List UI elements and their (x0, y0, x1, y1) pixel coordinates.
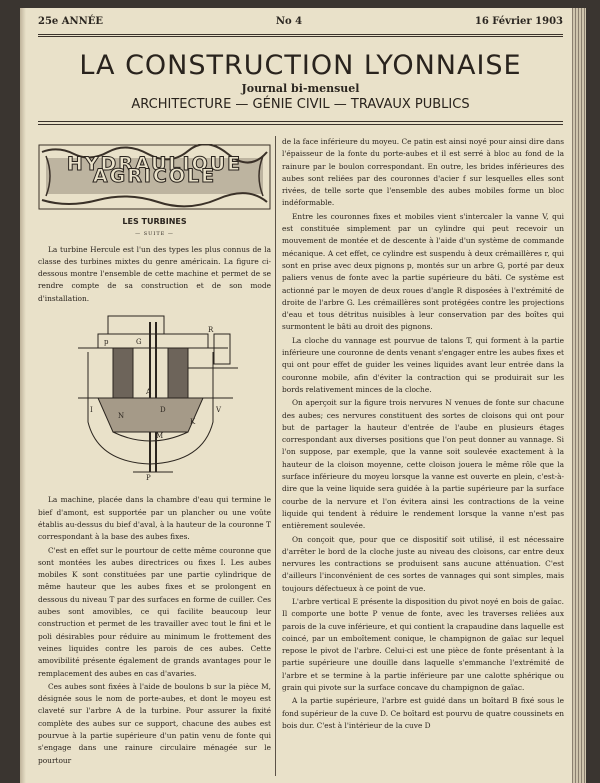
left-paragraph-3: C'est en effet sur le pourtour de cette même couronne que sont montées les aubes directrices ou fixes I. Les aubes mobiles K sont constituées par une partie cylindrique de même hauteur que les aubes fixes et se prolongent en dessous du niveau T par des surfaces en forme de cuiller. Ces aubes sont amovibles, ce qui facilite beaucoup leur construction et permet de les travailler avec tout le fini et le poli désirables pour réduire au minimum le frottement des veines liquides contre les parois de ces aubes. Cette amovibilité présente également de grands avantages pour le remplacement des aubes en cas d'avaries. (38, 545, 271, 678)
issue-number: No 4 (275, 16, 303, 27)
header-rule-top (38, 34, 563, 35)
right-paragraph-6: L'arbre vertical E présente la disposition du pivot noyé en bois de gaïac. Il comporte une botte P venue de fonte, avec les traverses reliées aux parois de la cuve inférieure, et qui contient la crapaudine dans laquelle est coincé, par un emboîtement conique, le champignon de gaïac sur lequel repose le pivot de l'arbre. Celui-ci est une pièce de fonte présentant à la partie supérieure une douille dans laquelle s'emmanche l'extrémité de l'arbre et se termine à la partie inférieure par une calotte sphérique ou grain qui pivote sur la surface concave du champignon de gaïac. (282, 596, 564, 693)
right-paragraph-3: La cloche du vannage est pourvue de talons T, qui forment à la partie inférieure une couronne de dents venant s'engager entre les aubes fixes et qui ont pour effet de guider les veines liquides avant leur entrée dans la couronne mobile, afin d'éviter la contraction qui se produirait sur les bords relativement minces de la cloche. (282, 335, 564, 394)
right-paragraph-2: Entre les couronnes fixes et mobiles vient s'intercaler la vanne V, qui est constituée simplement par un cylindre qui peut recevoir un mouvement de montée et de descente à l'aide d'un système de commande mécanique. A cet effet, ce cylindre est suspendu à deux crémaillères r, qui sont en prise avec deux pignons p, montés sur un arbre G, porté par deux paliers venus de fonte avec la partie supérieure du bâti. Ce système est actionné par le moyen de deux roues d'angle R disposées à l'extrémité de droite de l'arbre G. Les crémaillères sont protégées contre les projections d'eau et tous détritus nuisibles à leur conservation par des boîtes qui surmontent le bâti au droit des pignons. (282, 211, 564, 332)
turbine-figure (38, 312, 271, 482)
header-rule-top-2 (38, 36, 563, 37)
right-paragraph-1: de la face inférieure du moyeu. Ce patin est ainsi noyé pour ainsi dire dans l'épaisseur de la fonte du porte-aubes et il est serré à bloc au fond de la rainure par le boulon correspondant. En outre, les brides inférieures des aubes sont reliées par des couronnes d'acier f sur lesquelles elles sont rivées, de telle sorte que l'ensemble des aubes mobiles forme un bloc indéformable. (282, 137, 564, 208)
svg-text:M: M (156, 432, 164, 441)
page-spine (20, 8, 26, 783)
header-rule-bottom (38, 121, 563, 122)
svg-text:D: D (160, 406, 166, 415)
section-banner (38, 144, 271, 210)
svg-text:G: G (136, 338, 142, 347)
journal-subtitle: Journal bi-mensuel (241, 82, 360, 95)
issue-header (38, 16, 563, 27)
svg-text:R: R (208, 326, 214, 335)
svg-text:V: V (216, 406, 222, 415)
svg-text:K: K (190, 418, 196, 427)
svg-text:I: I (90, 406, 93, 415)
journal-categories: ARCHITECTURE — GÉNIE CIVIL — TRAVAUX PUBLICS (131, 97, 470, 112)
svg-text:p: p (104, 338, 109, 347)
section-title: LES TURBINES (122, 217, 187, 226)
left-column (38, 136, 271, 768)
header-rule-bottom-2 (38, 124, 563, 125)
column-separator (275, 136, 276, 776)
right-paragraph-4: On aperçoit sur la figure trois nervures N venues de fonte sur chacune des aubes; ces nervures constituent des sortes de cloisons qui ont pour but de partager la hauteur d'entrée de l'aube en plusieurs étages correspondant aux diverses positions que l'on peut donner au vannage. Si l'on suppose, par exemple, que la vanne soit soulevée exactement à la hauteur de la cloison moyenne, cette cloison jouera le même rôle que la surface inférieure du moyeu lorsque la vanne est ouverte en plein, c'est-à-dire que la veine liquide sera guidée à la partie supérieure par la surface courbe de la nervure et l'on évitera ainsi les contractions de la veine liquide qui tendent à réduire le rendement lorsque la vanne n'est pas entièrement soulevée. (282, 398, 564, 531)
left-paragraph-1: La turbine Hercule est l'un des types les plus connus de la classe des turbines mixtes du genre américain. La figure ci-dessous montre l'ensemble de cette machine et permet de se rendre compte de sa construction et de son mode d'installation. (38, 244, 271, 303)
svg-text:A: A (146, 388, 152, 397)
svg-text:N: N (118, 412, 125, 421)
right-paragraph-5: On conçoit que, pour que ce dispositif soit utilisé, il est nécessaire d'arrêter le bord de la cloche juste au niveau des cloisons, car entre deux nervures les contractions se produisent sans aucune atténuation. C'est d'ailleurs l'inconvénient de ces sortes de vannages qui sont simples, mais toujours défectueux à ce point de vue. (282, 534, 564, 593)
journal-title: LA CONSTRUCTION LYONNAISE (79, 50, 522, 81)
page-edge (572, 8, 586, 783)
journal-page (20, 8, 586, 783)
right-paragraph-7: A la partie supérieure, l'arbre est guidé dans un boîtard B fixé sous le fond supérieur de la cuve D. Ce boîtard est pourvu de quatre coussinets en bois dur. C'est à l'intérieur de la cuve D (282, 696, 564, 730)
issue-year: 25e ANNÉE (38, 16, 104, 27)
svg-text:P: P (146, 474, 151, 483)
banner-title: HYDRAULIQUE AGRICOLE (66, 153, 243, 188)
left-paragraph-2: La machine, placée dans la chambre d'eau qui termine le bief d'amont, est supportée par un plancher ou une voûte établis au-dessus du bief d'aval, à la hauteur de la couronne T correspondant à la base des aubes fixes. (38, 495, 271, 542)
section-suite: — SUITE — (135, 231, 174, 238)
issue-date: 16 Février 1903 (474, 16, 563, 27)
right-column (282, 136, 564, 733)
left-paragraph-4: Ces aubes sont fixées à l'aide de boulons b sur la pièce M, désignée sous le nom de porte-aubes, et dont le moyeu est claveté sur l'arbre A de la turbine. Pour assurer la fixité complète des aubes sur ce support, chacune des aubes est pourvue à la partie supérieure d'un patin venu de fonte qui s'engage dans une rainure circulaire ménagée sur le pourtour (38, 681, 271, 765)
